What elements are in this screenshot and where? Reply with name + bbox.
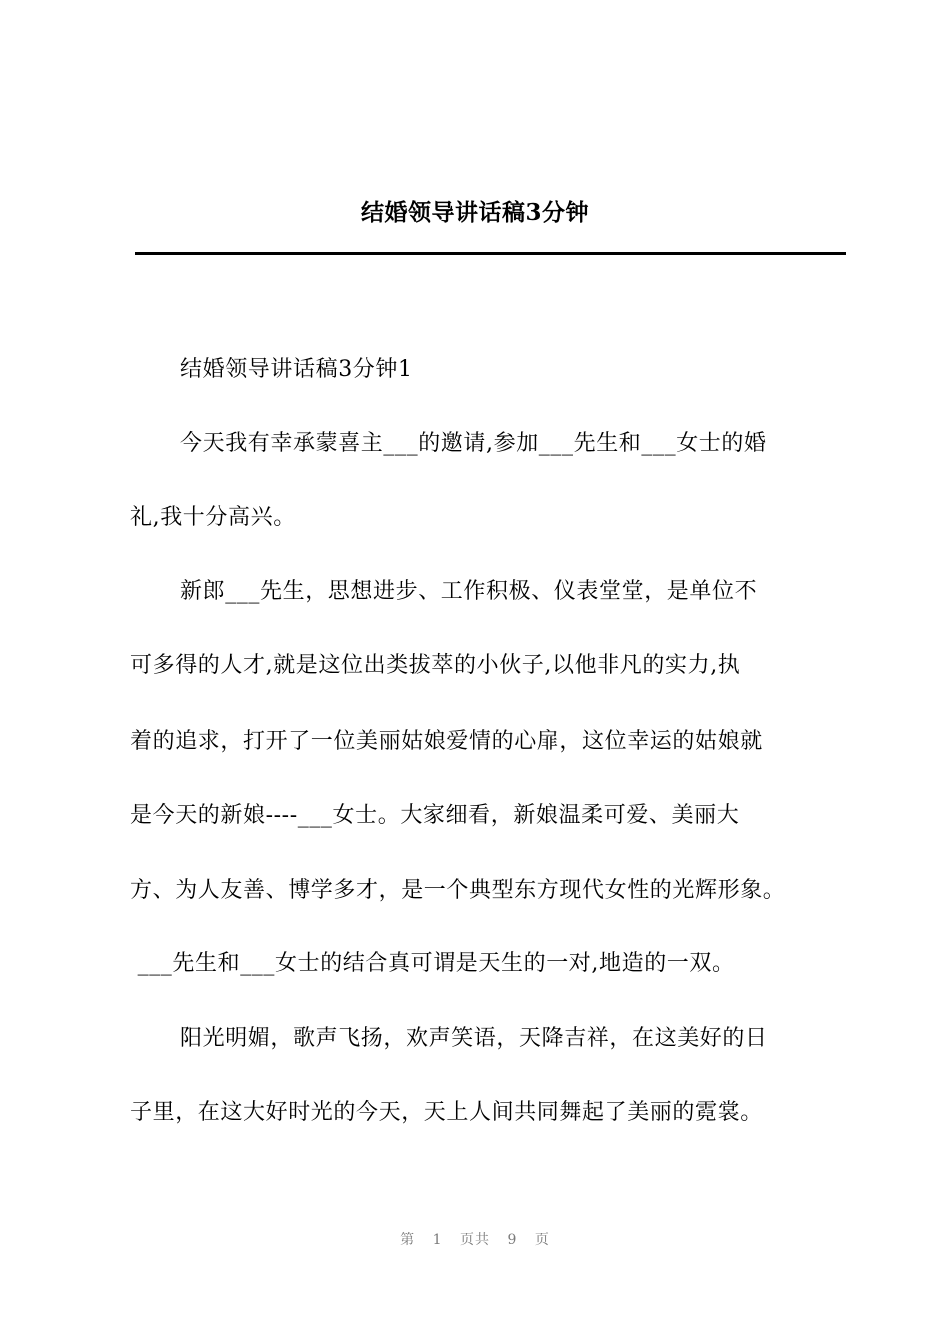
title-divider xyxy=(135,252,846,255)
paragraph-line: 新郎___先生，思想进步、工作积极、仪表堂堂，是单位不 xyxy=(180,579,758,604)
paragraph-line: 可多得的人才,就是这位出类拔萃的小伙子,以他非凡的实力,执 xyxy=(130,653,741,678)
paragraph-line: 方、为人友善、博学多才，是一个典型东方现代女性的光辉形象。 xyxy=(130,878,786,903)
total-pages-number: 9 xyxy=(507,1232,518,1248)
current-page-number: 1 xyxy=(432,1232,443,1248)
paragraph-line: 是今天的新娘----___女士。大家细看，新娘温柔可爱、美丽大 xyxy=(130,803,740,828)
paragraph-line: 阳光明媚，歌声飞扬，欢声笑语，天降吉祥，在这美好的日 xyxy=(180,1026,768,1051)
paragraph-line: 子里，在这大好时光的今天，天上人间共同舞起了美丽的霓裳。 xyxy=(130,1100,763,1125)
paragraph-line: 今天我有幸承蒙喜主___的邀请,参加___先生和___女士的婚 xyxy=(180,431,767,456)
page-label-prefix: 第 xyxy=(400,1232,416,1248)
page-footer xyxy=(0,1229,950,1249)
page-label-middle: 页共 xyxy=(460,1232,490,1248)
page-label-suffix: 页 xyxy=(534,1232,550,1248)
paragraph-line: 礼,我十分高兴。 xyxy=(130,505,296,530)
section-heading: 结婚领导讲话稿3分钟1 xyxy=(180,357,413,382)
paragraph-line: 着的追求，打开了一位美丽姑娘爱情的心扉，这位幸运的姑娘就 xyxy=(130,729,763,754)
page-title: 结婚领导讲话稿3分钟 xyxy=(360,199,589,226)
paragraph-line: ___先生和___女士的结合真可谓是天生的一对,地造的一双。 xyxy=(130,951,735,976)
